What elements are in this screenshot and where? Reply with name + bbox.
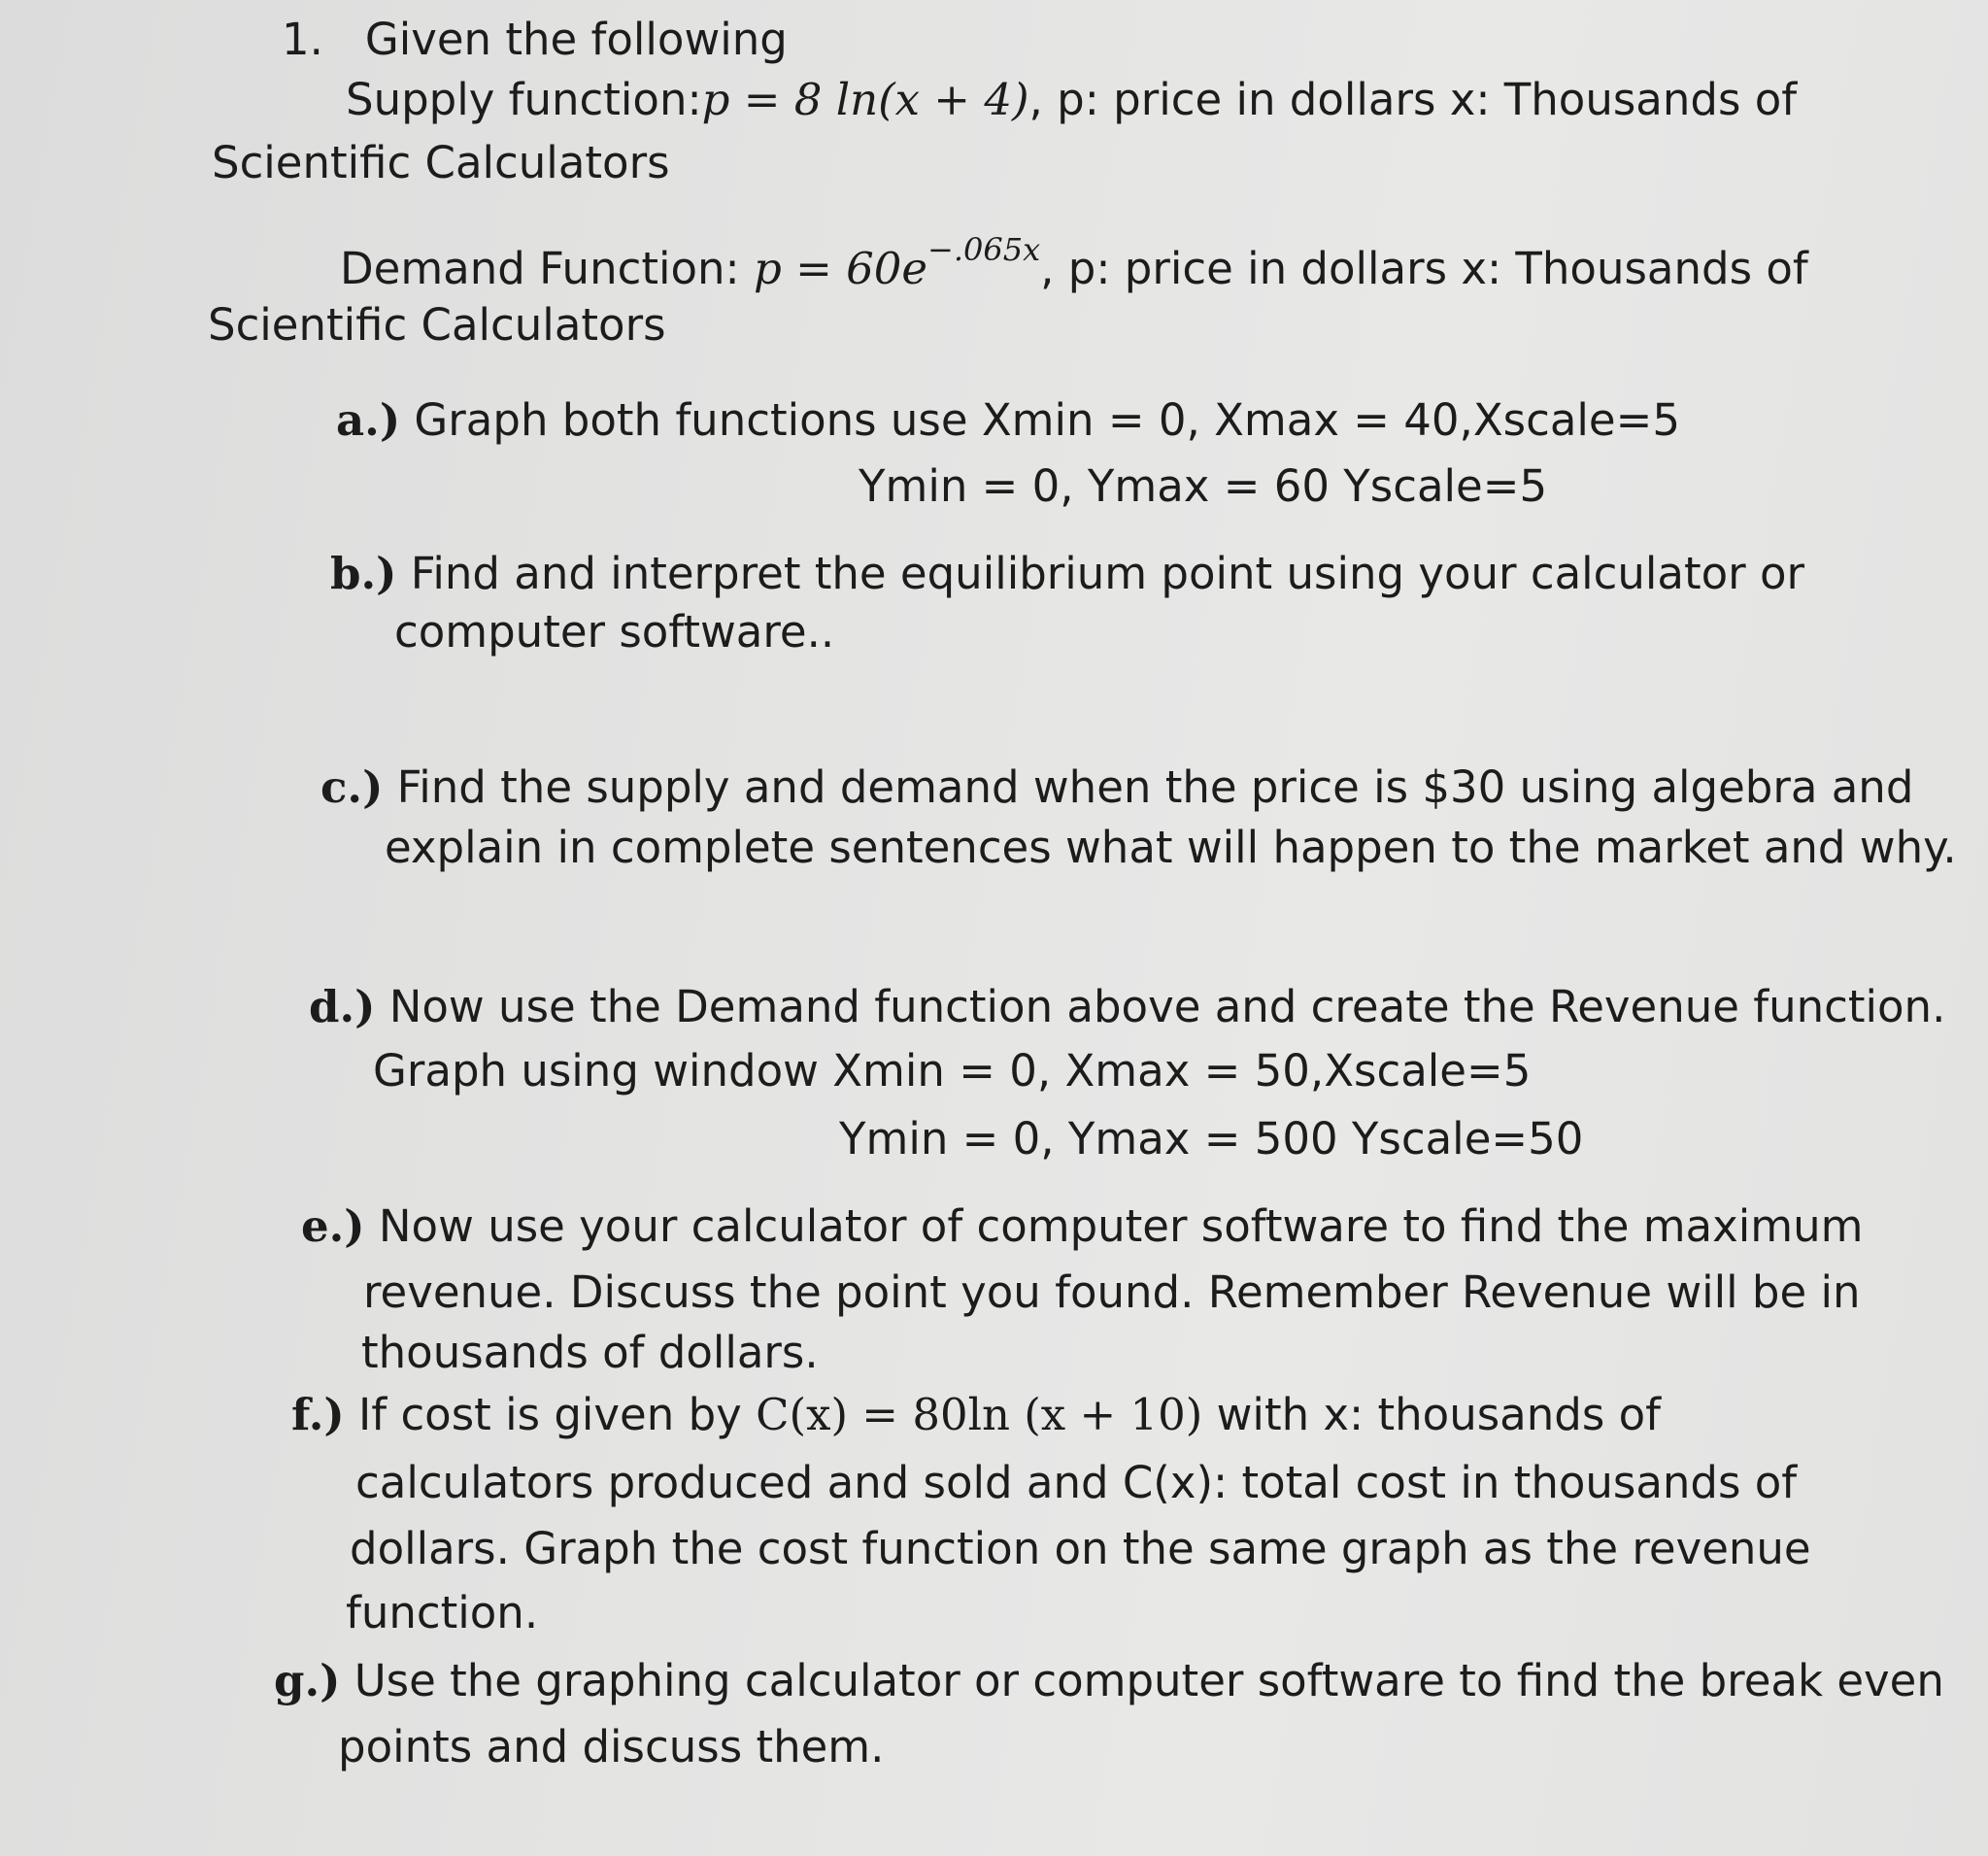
supply-units: , p: price in dollars x: Thousands of — [1028, 74, 1798, 125]
part-f-line4: function. — [346, 1587, 539, 1638]
part-e-line3: thousands of dollars. — [361, 1327, 819, 1378]
part-a-text: Graph both functions use Xmin = 0, Xmax = 40,Xscale=5 — [400, 394, 1680, 446]
part-f-line2: calculators produced and sold and C(x): total cost in thousands of — [355, 1457, 1798, 1508]
part-c-label: c.) — [320, 761, 384, 813]
part-b-line2: computer software.. — [394, 606, 835, 658]
problem-number: 1. — [282, 14, 323, 65]
part-f-line3: dollars. Graph the cost function on the same graph as the revenue — [350, 1523, 1811, 1574]
part-b-label: b.) — [330, 548, 397, 599]
part-g-label: g.) — [274, 1655, 341, 1706]
part-b-line1 — [330, 550, 1804, 598]
part-f-line1 — [291, 1391, 1661, 1439]
demand-formula-exponent: −.065x — [927, 231, 1041, 268]
demand-label: Demand Function: — [340, 243, 755, 294]
part-f-formula: C(x) = 80ln (x + 10) — [756, 1389, 1203, 1440]
problem-heading — [282, 16, 788, 64]
supply-units-cont: Scientific Calculators — [212, 137, 670, 188]
part-c-line1 — [320, 763, 1913, 812]
demand-function-line — [340, 231, 1808, 294]
part-e-text: Now use your calculator of computer software to find the maximum — [364, 1200, 1864, 1252]
demand-units-cont: Scientific Calculators — [208, 299, 666, 351]
part-g-text: Use the graphing calculator or computer software to find the break even — [340, 1655, 1944, 1706]
part-f-text-pre: If cost is given by — [344, 1389, 757, 1440]
part-d-line2: Graph using window Xmin = 0, Xmax = 50,Xscale=5 — [373, 1045, 1532, 1097]
supply-formula: p = 8 ln(x + 4) — [701, 74, 1029, 125]
part-e-line2: revenue. Discuss the point you found. Remember Revenue will be in — [363, 1266, 1861, 1318]
part-d-text: Now use the Demand function above and create the Revenue function. — [375, 981, 1946, 1032]
part-e-line1 — [301, 1202, 1863, 1251]
problem-intro: Given the following — [364, 14, 788, 65]
demand-units: , p: price in dollars x: Thousands of — [1040, 243, 1808, 294]
part-a-line1 — [336, 396, 1680, 445]
part-f-text-post: with x: thousands of — [1202, 1389, 1661, 1440]
part-g-line2: points and discuss them. — [338, 1721, 885, 1772]
part-f-label: f.) — [291, 1389, 345, 1440]
part-g-line1 — [274, 1657, 1944, 1705]
supply-label: Supply function: — [346, 74, 702, 125]
demand-formula-base: p = 60e — [754, 243, 928, 294]
supply-function-line — [346, 76, 1797, 124]
part-a-label: a.) — [336, 394, 401, 446]
part-c-text: Find the supply and demand when the price is $30 using algebra and — [383, 761, 1914, 813]
part-d-line3: Ymin = 0, Ymax = 500 Yscale=50 — [839, 1113, 1584, 1164]
part-e-label: e.) — [301, 1200, 365, 1252]
part-a-line2: Ymin = 0, Ymax = 60 Yscale=5 — [859, 460, 1548, 512]
part-d-line1 — [309, 983, 1945, 1031]
part-c-line2: explain in complete sentences what will happen to the market and why. — [385, 822, 1957, 873]
part-d-label: d.) — [309, 981, 376, 1032]
part-b-text: Find and interpret the equilibrium point using your calculator or — [396, 548, 1805, 599]
